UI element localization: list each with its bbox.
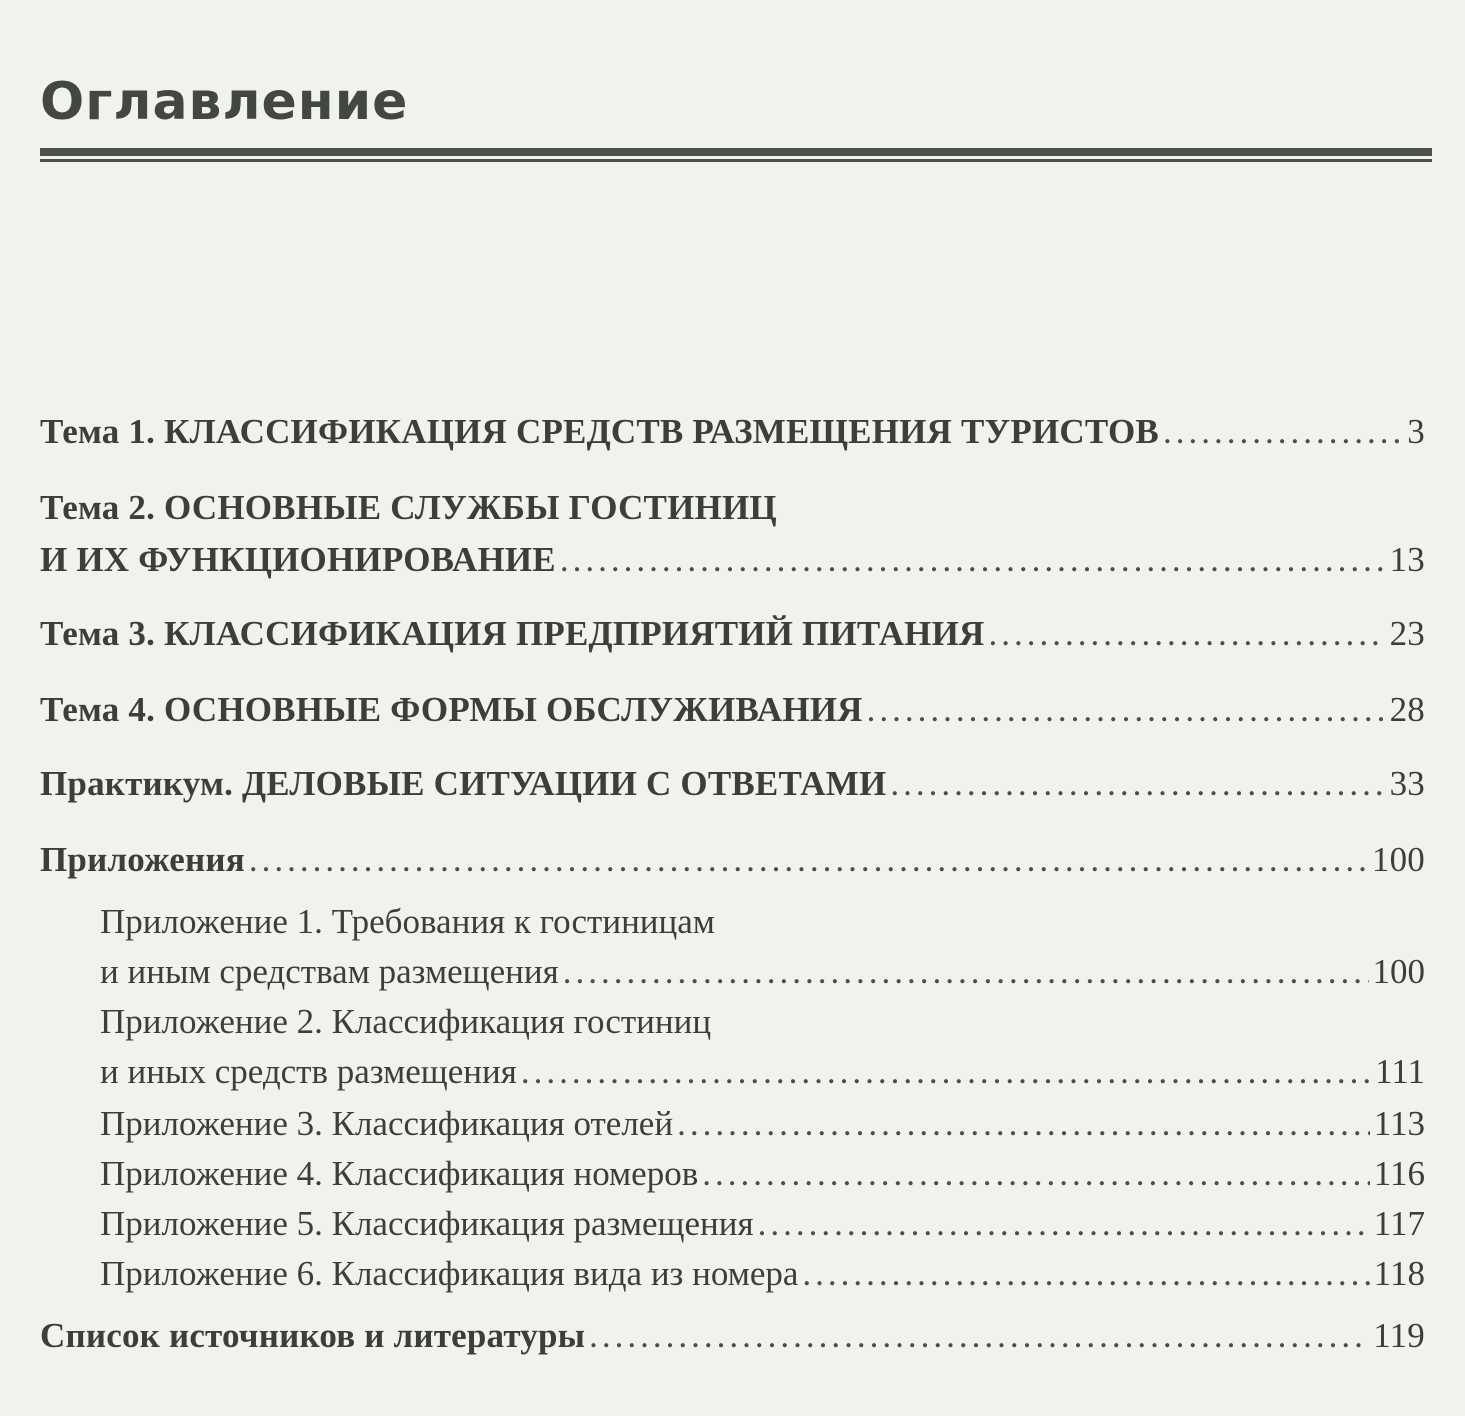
dot-leader (758, 1204, 1370, 1244)
dot-leader (702, 1154, 1370, 1194)
toc-subentry-title: Приложение 5. Классификация размещения (100, 1204, 754, 1243)
page-title: Оглавление (40, 72, 409, 132)
toc-entry-topic-2[interactable] (40, 540, 1425, 580)
toc-entry-bibliography[interactable] (40, 1316, 1425, 1356)
toc-entry-page: 3 (1407, 412, 1425, 451)
dot-leader (249, 840, 1368, 880)
toc-entry-title: Тема 1. КЛАССИФИКАЦИЯ СРЕДСТВ РАЗМЕЩЕНИЯ ТУРИСТОВ (40, 412, 1159, 451)
toc-subentry-title-line[interactable]: Приложение 1. Требования к гостиницам (100, 902, 715, 941)
toc-subentry-appendix-2[interactable] (100, 1052, 1425, 1092)
dot-leader (867, 690, 1386, 730)
dot-leader (802, 1254, 1369, 1294)
dot-leader (560, 540, 1386, 580)
toc-entry-title-line[interactable]: Тема 2. ОСНОВНЫЕ СЛУЖБЫ ГОСТИНИЦ (40, 488, 777, 527)
toc-entry-title: Тема 4. ОСНОВНЫЕ ФОРМЫ ОБСЛУЖИВАНИЯ (40, 690, 863, 729)
toc-subentry-title-line[interactable]: Приложение 2. Классификация гостиниц (100, 1002, 712, 1041)
toc-subentry-appendix-5[interactable] (100, 1204, 1425, 1244)
toc-entry-practicum[interactable] (40, 764, 1425, 804)
toc-entry-title: Тема 3. КЛАССИФИКАЦИЯ ПРЕДПРИЯТИЙ ПИТАНИЯ (40, 614, 985, 653)
toc-entry-title: Практикум. ДЕЛОВЫЕ СИТУАЦИИ С ОТВЕТАМИ (40, 764, 887, 803)
toc-subentry-page: 117 (1373, 1204, 1425, 1243)
toc-subentry-appendix-4[interactable] (100, 1154, 1425, 1194)
toc-subentry-title: и иных средств размещения (100, 1052, 517, 1091)
toc-entry-title: Приложения (40, 840, 245, 879)
toc-entry-title: И ИХ ФУНКЦИОНИРОВАНИЕ (40, 540, 556, 579)
toc-entry-topic-1[interactable] (40, 412, 1425, 452)
toc-entry-appendices[interactable] (40, 840, 1425, 880)
dot-leader (563, 952, 1369, 992)
toc-subentry-title: Приложение 4. Классификация номеров (100, 1154, 699, 1193)
toc-entry-page: 23 (1389, 614, 1425, 653)
toc-subentry-title: и иным средствам размещения (100, 952, 559, 991)
dot-leader (1163, 412, 1403, 452)
toc-entry-page: 13 (1389, 540, 1425, 579)
toc-subentry-title: Приложение 6. Классификация вида из номера (100, 1254, 799, 1293)
dot-leader (677, 1104, 1370, 1144)
toc-subentry-page: 116 (1373, 1154, 1425, 1193)
toc-subentry-page: 118 (1373, 1254, 1425, 1293)
toc-subentry-appendix-3[interactable] (100, 1104, 1425, 1144)
toc-entry-topic-3[interactable] (40, 614, 1425, 654)
toc-subentry-page: 113 (1373, 1104, 1425, 1143)
toc-subentry-appendix-6[interactable] (100, 1254, 1425, 1294)
toc-entry-topic-4[interactable] (40, 690, 1425, 730)
toc-entry-title: Список источников и литературы (40, 1316, 586, 1355)
toc-subentry-title: Приложение 3. Классификация отелей (100, 1104, 674, 1143)
dot-leader (989, 614, 1386, 654)
toc-entry-page: 33 (1389, 764, 1425, 803)
dot-leader (521, 1052, 1371, 1092)
toc-entry-page: 28 (1389, 690, 1425, 729)
toc-subentry-page: 111 (1375, 1052, 1425, 1091)
dot-leader (890, 764, 1385, 804)
toc-entry-page: 100 (1371, 840, 1425, 879)
dot-leader (589, 1316, 1369, 1356)
toc-subentry-page: 100 (1372, 952, 1425, 991)
toc-entry-page: 119 (1373, 1316, 1425, 1355)
toc-subentry-appendix-1[interactable] (100, 952, 1425, 992)
